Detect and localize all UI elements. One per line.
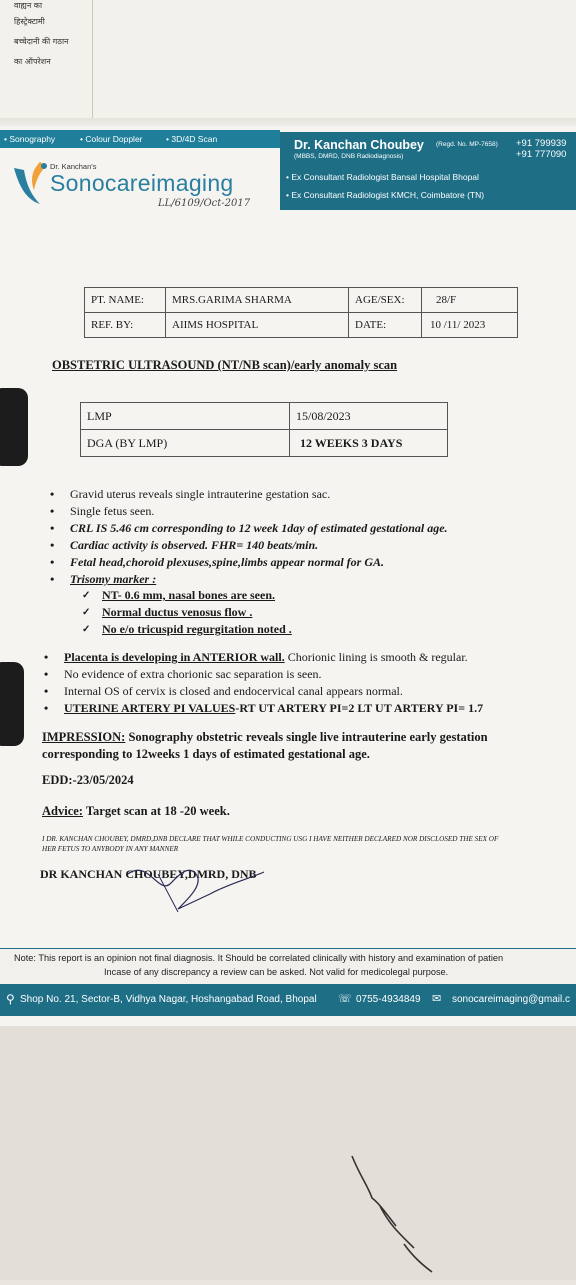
lmp-label: LMP bbox=[81, 403, 290, 430]
marker-text: NT- 0.6 mm, nasal bones are seen. bbox=[102, 588, 276, 602]
dga-label: DGA (BY LMP) bbox=[81, 430, 290, 457]
finding-text: Fetal head,choroid plexuses,spine,limbs appear normal for GA. bbox=[70, 555, 385, 569]
list-item bbox=[44, 683, 483, 700]
hindi-line-1: वाह्यन का bbox=[14, 1, 43, 10]
impression-text-2: corresponding to 12weeks 1 days of estimated gestational age. bbox=[42, 747, 370, 761]
list-item bbox=[72, 621, 292, 638]
email-icon: ✉ bbox=[432, 993, 442, 1005]
patient-name: MRS.GARIMA SHARMA bbox=[166, 288, 349, 313]
list-item bbox=[50, 571, 448, 588]
finding-text: No evidence of extra chorionic sac separation is seen. bbox=[64, 667, 322, 681]
report-date: 10 /11/ 2023 bbox=[422, 313, 518, 338]
table-row bbox=[81, 430, 448, 457]
findings-list bbox=[50, 486, 448, 588]
list-item bbox=[44, 666, 483, 683]
impression-text-1: Sonography obstetric reveals single live intrauterine early gestation bbox=[125, 730, 488, 744]
desk-surface bbox=[0, 1026, 576, 1280]
declaration-line-1: I DR. KANCHAN CHOUBEY, DMRD,DNB DECLARE THAT WHILE CONDUCTING USG I HAVE NEITHER DECLARED NOR DISCLOSED THE SEX OF bbox=[42, 835, 499, 843]
clinic-email: sonocareimaging@gmail.c bbox=[452, 994, 570, 1005]
hindi-line-2: हिस्ट्रेक्टामी bbox=[14, 17, 45, 26]
list-item bbox=[50, 486, 448, 503]
age-label: AGE/SEX: bbox=[349, 288, 422, 313]
placenta-list bbox=[44, 649, 483, 717]
doctor-qualifications: (MBBS, DMRD, DNB Radiodiagnosis) bbox=[294, 153, 404, 160]
list-item bbox=[50, 503, 448, 520]
edd: EDD:-23/05/2024 bbox=[42, 773, 134, 787]
finding-text: Internal OS of cervix is closed and endocervical canal appears normal. bbox=[64, 684, 403, 698]
list-item bbox=[50, 554, 448, 571]
trisomy-list bbox=[72, 587, 292, 638]
patient-age: 28/F bbox=[422, 288, 518, 313]
logo-main-text: Sonocareimaging bbox=[50, 170, 234, 196]
top-paper bbox=[0, 0, 576, 130]
handwriting-scribble bbox=[0, 1026, 576, 1280]
experience-2: • Ex Consultant Radiologist KMCH, Coimbatore (TN) bbox=[286, 190, 485, 200]
name-label: PT. NAME: bbox=[85, 288, 166, 313]
list-item bbox=[44, 649, 483, 666]
ref-label: REF. BY: bbox=[85, 313, 166, 338]
finding-text: Cardiac activity is observed. FHR= 140 beats/min. bbox=[70, 538, 319, 552]
phone-icon: ☏ bbox=[338, 993, 352, 1005]
list-item bbox=[72, 587, 292, 604]
binder-clip bbox=[0, 662, 24, 746]
list-item bbox=[50, 520, 448, 537]
experience-1: • Ex Consultant Radiologist Bansal Hospital Bhopal bbox=[286, 172, 479, 182]
finding-text: Single fetus seen. bbox=[70, 504, 155, 518]
signature-name: DR KANCHAN CHOUBEY,DMRD, DNB bbox=[40, 867, 257, 881]
report-title: OBSTETRIC ULTRASOUND (NT/NB scan)/early anomaly scan bbox=[52, 358, 398, 372]
hindi-line-3: बच्चेदानी की गठान bbox=[14, 37, 69, 46]
note-line-1: Note: This report is an opinion not final diagnosis. It Should be correlated clinically with history and examination of patien bbox=[14, 953, 504, 963]
clinic-logo bbox=[6, 150, 276, 220]
disclaimer-note bbox=[0, 948, 576, 987]
list-item bbox=[72, 604, 292, 621]
declaration-line-2: HER FETUS TO ANYBODY IN ANY MANNER bbox=[42, 845, 179, 853]
doctor-panel bbox=[280, 132, 576, 210]
referred-by: AIIMS HOSPITAL bbox=[166, 313, 349, 338]
declaration bbox=[42, 834, 572, 854]
doctor-name: Dr. Kanchan Choubey bbox=[294, 138, 424, 152]
logo-small-text: Dr. Kanchan's bbox=[50, 162, 97, 171]
hindi-line-4: का ऑपरेशन bbox=[14, 57, 51, 66]
clinic-phone: 0755-4934849 bbox=[356, 994, 421, 1005]
phone-1: +91 799939 bbox=[516, 138, 567, 149]
finding-text: CRL IS 5.46 cm corresponding to 12 week 1day of estimated gestational age. bbox=[70, 521, 448, 535]
advice-label: Advice: bbox=[42, 804, 83, 818]
marker-text: Normal ductus venosus flow . bbox=[102, 605, 253, 619]
location-pin-icon: ⚲ bbox=[6, 992, 15, 1006]
service-doppler: • Colour Doppler bbox=[80, 134, 143, 144]
list-item bbox=[50, 537, 448, 554]
report-sheet bbox=[0, 126, 576, 1026]
service-3d4d: • 3D/4D Scan bbox=[166, 134, 218, 144]
finding-text: Gravid uterus reveals single intrauterine gestation sac. bbox=[70, 487, 331, 501]
uterine-artery-label: UTERINE ARTERY PI VALUES bbox=[64, 701, 236, 715]
signature-scribble bbox=[118, 854, 268, 916]
impression-label: IMPRESSION: bbox=[42, 730, 126, 744]
dates-table bbox=[80, 402, 448, 457]
phone-2: +91 777090 bbox=[516, 149, 567, 160]
registration-number: LL/6109/Oct-2017 bbox=[158, 198, 251, 209]
date-label: DATE: bbox=[349, 313, 422, 338]
trisomy-heading: Trisomy marker : bbox=[70, 572, 157, 586]
uterine-artery-values: -RT UT ARTERY PI=2 LT UT ARTERY PI= 1.7 bbox=[235, 701, 484, 715]
note-line-2: Incase of any discrepancy a review can be asked. Not valid for medicolegal purpose. bbox=[104, 967, 449, 977]
doctor-regd: (Regd. No. MP-7658) bbox=[436, 141, 498, 148]
logo-swoosh-icon bbox=[10, 160, 50, 206]
table-row bbox=[85, 313, 518, 338]
list-item bbox=[44, 700, 483, 717]
advice-text: Target scan at 18 -20 week. bbox=[82, 804, 230, 818]
table-row bbox=[85, 288, 518, 313]
advice bbox=[42, 804, 230, 819]
service-sonography: • Sonography bbox=[4, 134, 56, 144]
dga-value: 12 WEEKS 3 DAYS bbox=[290, 430, 448, 457]
margin-line bbox=[92, 0, 93, 118]
services-strip bbox=[0, 130, 280, 148]
patient-info-table bbox=[84, 287, 518, 338]
lmp-value: 15/08/2023 bbox=[290, 403, 448, 430]
chorionic-text: Chorionic lining is smooth & regular. bbox=[284, 650, 468, 664]
clinic-address: Shop No. 21, Sector-B, Vidhya Nagar, Hoshangabad Road, Bhopal bbox=[20, 994, 317, 1005]
impression bbox=[42, 729, 562, 763]
placenta-text: Placenta is developing in ANTERIOR wall. bbox=[64, 650, 285, 664]
binder-clip bbox=[0, 388, 28, 466]
table-row bbox=[81, 403, 448, 430]
address-bar bbox=[0, 984, 576, 1016]
marker-text: No e/o tricuspid regurgitation noted . bbox=[102, 622, 292, 636]
